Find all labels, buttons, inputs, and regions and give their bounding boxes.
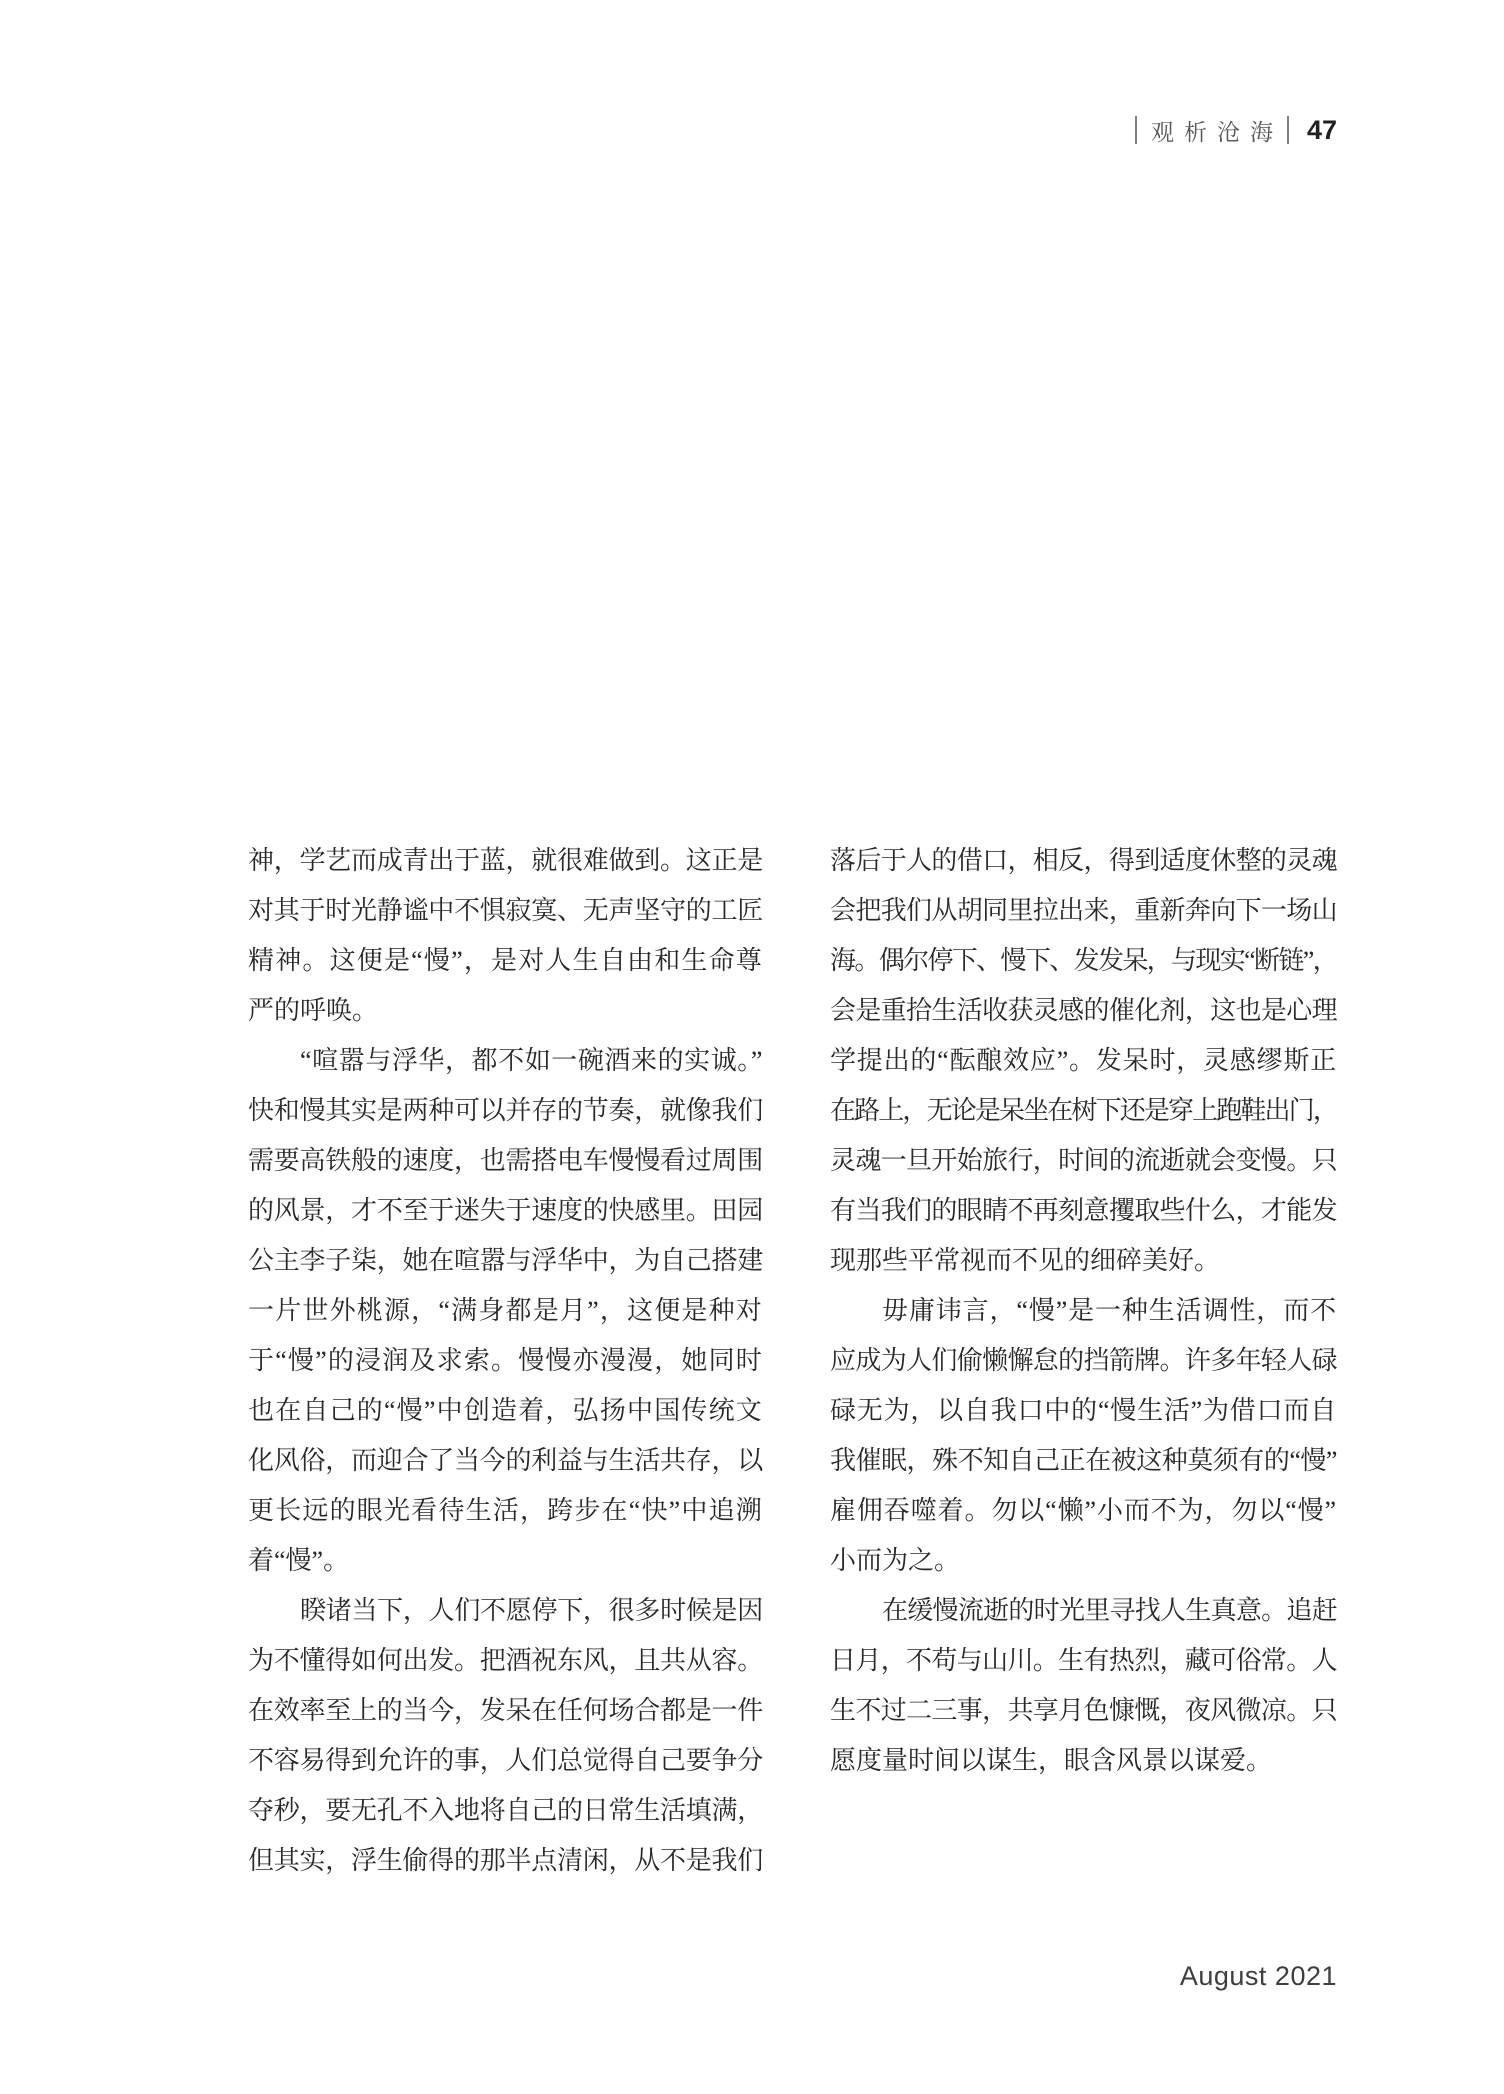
text-line: 化风俗，而迎合了当今的利益与生活共存，以 bbox=[248, 1446, 763, 1475]
text-line: 我催眠，殊不知自己正在被这种莫须有的“慢” bbox=[830, 1446, 1337, 1475]
text-line: 但其实，浮生偷得的那半点清闲，从不是我们 bbox=[248, 1846, 763, 1875]
text-line: 更长远的眼光看待生活，跨步在“快”中追溯 bbox=[248, 1496, 763, 1525]
page-footer bbox=[1180, 1961, 1337, 1992]
text-line: 会是重拾生活收获灵感的催化剂，这也是心理 bbox=[830, 996, 1337, 1025]
text-line: 在效率至上的当今，发呆在任何场合都是一件 bbox=[248, 1696, 763, 1725]
text-line: 学提出的“酝酿效应”。发呆时，灵感缪斯正 bbox=[830, 1046, 1337, 1075]
text-line: 也在自己的“慢”中创造着，弘扬中国传统文 bbox=[248, 1396, 763, 1425]
text-line: 对其于时光静谧中不惧寂寞、无声坚守的工匠 bbox=[248, 896, 763, 925]
text-line: 睽诸当下，人们不愿停下，很多时候是因 bbox=[300, 1596, 763, 1625]
text-line: 生不过二三事，共享月色慷慨，夜风微凉。只 bbox=[830, 1696, 1337, 1725]
text-line: 落后于人的借口，相反，得到适度休整的灵魂 bbox=[830, 846, 1337, 875]
text-line: 应成为人们偷懒懈怠的挡箭牌。许多年轻人碌 bbox=[830, 1346, 1337, 1375]
text-line: 夺秒，要无孔不入地将自己的日常生活填满， bbox=[248, 1796, 763, 1825]
text-line: 的风景，才不至于迷失于速度的快感里。田园 bbox=[248, 1196, 763, 1225]
text-line: 精神。这便是“慢”，是对人生自由和生命尊 bbox=[248, 946, 763, 975]
text-line: 一片世外桃源，“满身都是月”，这便是种对 bbox=[248, 1296, 763, 1325]
text-line: 公主李子柒，她在喧嚣与浮华中，为自己搭建 bbox=[248, 1246, 763, 1275]
text-line: “喧嚣与浮华，都不如一碗酒来的实诚。” bbox=[300, 1046, 763, 1075]
text-line: 为不懂得如何出发。把酒祝东风，且共从容。 bbox=[248, 1646, 763, 1675]
text-line: 海。偶尔停下、慢下、发发呆，与现实“断链”， bbox=[830, 946, 1337, 975]
page-number: 47 bbox=[1306, 114, 1337, 145]
issue-date: August 2021 bbox=[1179, 1961, 1337, 1991]
page-header bbox=[1135, 112, 1337, 148]
text-line: 不容易得到允许的事，人们总觉得自己要争分 bbox=[248, 1746, 763, 1775]
text-line: 严的呼唤。 bbox=[248, 996, 379, 1025]
text-line: 着“慢”。 bbox=[248, 1546, 350, 1575]
text-line: 有当我们的眼睛不再刻意攫取些什么，才能发 bbox=[830, 1196, 1337, 1225]
text-line: 会把我们从胡同里拉出来，重新奔向下一场山 bbox=[830, 896, 1337, 925]
header-divider bbox=[1287, 116, 1289, 144]
section-title: 观析沧海 bbox=[1150, 118, 1283, 145]
text-line: 快和慢其实是两种可以并存的节奏，就像我们 bbox=[248, 1096, 763, 1125]
text-line: 雇佣吞噬着。勿以“懒”小而不为，勿以“慢” bbox=[830, 1496, 1337, 1525]
text-line: 日月，不苟与山川。生有热烈，藏可俗常。人 bbox=[830, 1646, 1337, 1675]
text-line: 小而为之。 bbox=[830, 1546, 961, 1575]
text-line: 在缓慢流逝的时光里寻找人生真意。追赶 bbox=[882, 1596, 1337, 1625]
text-line: 灵魂一旦开始旅行，时间的流逝就会变慢。只 bbox=[830, 1146, 1337, 1175]
text-line: 需要高铁般的速度，也需搭电车慢慢看过周围 bbox=[248, 1146, 763, 1175]
text-column-left bbox=[248, 836, 763, 1886]
text-line: 愿度量时间以谋生，眼含风景以谋爱。 bbox=[830, 1746, 1273, 1775]
header-divider bbox=[1135, 116, 1137, 144]
text-line: 碌无为，以自我口中的“慢生活”为借口而自 bbox=[830, 1396, 1337, 1425]
text-line: 在路上，无论是呆坐在树下还是穿上跑鞋出门， bbox=[830, 1096, 1337, 1125]
text-line: 神，学艺而成青出于蓝，就很难做到。这正是 bbox=[248, 846, 763, 875]
text-line: 于“慢”的浸润及求索。慢慢亦漫漫，她同时 bbox=[248, 1346, 763, 1375]
text-column-right bbox=[830, 836, 1337, 1786]
text-line: 毋庸讳言，“慢”是一种生活调性，而不 bbox=[882, 1296, 1337, 1325]
text-line: 现那些平常视而不见的细碎美好。 bbox=[830, 1246, 1221, 1275]
